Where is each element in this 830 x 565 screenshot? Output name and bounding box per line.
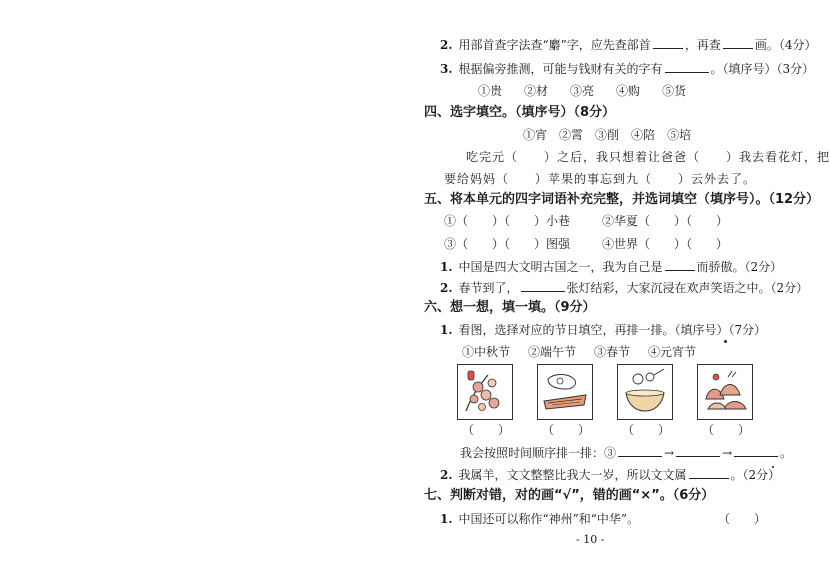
picture-lanterns — [457, 364, 513, 420]
tangyuan-bowl-illustration — [618, 365, 672, 419]
sec5-q1-blank[interactable] — [665, 258, 695, 271]
q3-text: 根据偏旁推测，可能与钱财有关的字有 — [458, 62, 663, 76]
q3-option: ②材 — [524, 84, 549, 98]
answer-paren-3[interactable]: （ ） — [622, 423, 671, 437]
picture-zongzi — [537, 364, 593, 420]
speck-mark — [772, 466, 774, 468]
q2-text-a: 用部首查字法查“麝”字，应先查部首 — [458, 38, 651, 52]
arrow-icon: → — [722, 446, 733, 460]
dot-mark — [724, 340, 727, 343]
sec4-option: ⑤培 — [667, 128, 692, 142]
q3-line — [440, 60, 814, 77]
sec5-q1-number: 1. — [440, 260, 453, 274]
sec5-q2-number: 2. — [440, 281, 453, 295]
picture-tangyuan — [617, 364, 673, 420]
sec5-row1-item2: ②华夏（ ）（ ） — [602, 214, 729, 228]
q2-line — [440, 36, 816, 53]
sec7-q1-line — [440, 511, 639, 527]
sec6-q2-line — [440, 466, 780, 483]
festival-options — [462, 344, 696, 360]
section-6-title: 六、想一想，填一填。（9分） — [424, 300, 596, 315]
sec5-q2-blank[interactable] — [521, 279, 565, 292]
q2-text-c: 画。（4分） — [754, 38, 817, 52]
festival-option: ③春节 — [594, 345, 631, 359]
q2-blank-radical[interactable] — [653, 36, 683, 49]
sec6-q2-text-b: 。（2分） — [730, 468, 781, 482]
sec7-q1-paren[interactable]: （ ） — [718, 512, 767, 526]
q2-number: 2. — [440, 38, 453, 52]
sec4-option: ②霄 — [559, 128, 584, 142]
q2-text-b: ，再查 — [684, 38, 721, 52]
answer-paren-2[interactable]: （ ） — [542, 423, 591, 437]
q3-blank[interactable] — [665, 60, 709, 73]
zongzi-boat-illustration — [538, 365, 592, 419]
sec4-option: ③削 — [595, 128, 620, 142]
sec4-option: ①宵 — [523, 128, 548, 142]
order-end: 。 — [780, 446, 793, 460]
section-5-title: 五、将本单元的四字词语补充完整，并选词填空（填序号）。（12分） — [424, 192, 820, 207]
q3-options — [478, 83, 686, 99]
sec6-q1-number: 1. — [440, 323, 453, 337]
order-blank-1[interactable] — [618, 444, 662, 457]
arrow-icon: → — [664, 446, 675, 460]
sec5-q2-text-b: 张灯结彩，大家沉浸在欢声笑语之中。（2分） — [566, 281, 809, 295]
sec5-q2-line — [440, 279, 808, 296]
sec4-options — [523, 127, 691, 143]
page-number: - 10 - — [576, 533, 605, 546]
sec4-option: ④陪 — [631, 128, 656, 142]
sec5-q1-text-b: 而骄傲。（2分） — [696, 260, 783, 274]
order-line — [460, 444, 792, 461]
answer-paren-4[interactable]: （ ） — [702, 423, 751, 437]
q3-number: 3. — [440, 62, 453, 76]
sec5-q1-line — [440, 258, 782, 275]
picture-dumplings — [697, 364, 753, 420]
q3-option: ⑤货 — [662, 84, 687, 98]
festival-option: ①中秋节 — [462, 345, 511, 359]
order-text: 我会按照时间顺序排一排：③ — [460, 446, 617, 460]
order-blank-2[interactable] — [676, 444, 720, 457]
festival-option: ④元宵节 — [648, 345, 697, 359]
sec6-q1-text: 看图，选择对应的节日填空，再排一排。（填序号）（7分） — [458, 323, 767, 337]
lantern-flower-illustration — [458, 365, 512, 419]
sec5-row1-item1: ①（ ）（ ）小巷 — [444, 214, 571, 228]
sec5-row2-item1: ③（ ）（ ）图强 — [444, 237, 571, 251]
sec6-q1-line — [440, 322, 766, 338]
order-blank-3[interactable] — [734, 444, 778, 457]
sec6-q2-number: 2. — [440, 468, 453, 482]
sec5-q1-text-a: 中国是四大文明古国之一，我为自己是 — [458, 260, 663, 274]
festival-option: ②端午节 — [528, 345, 577, 359]
q3-option: ④购 — [616, 84, 641, 98]
sec4-line1: 吃完元（ ）之后，我只想着让爸爸（ ）我去看花灯，把 — [466, 150, 830, 164]
sec6-q2-blank[interactable] — [689, 466, 729, 479]
q3-tail: 。（填序号）（3分） — [710, 62, 815, 76]
q2-blank-strokes[interactable] — [723, 36, 753, 49]
q3-option: ③亮 — [570, 84, 595, 98]
sec5-q2-text-a: 春节到了， — [458, 281, 519, 295]
sec6-q2-text-a: 我属羊，文文整整比我大一岁，所以文文属 — [458, 468, 687, 482]
sec7-q1-number: 1. — [440, 512, 453, 526]
dumplings-illustration — [698, 365, 752, 419]
q3-option: ①贵 — [478, 84, 503, 98]
answer-paren-1[interactable]: （ ） — [462, 423, 511, 437]
section-7-title: 七、判断对错，对的画“√”，错的画“×”。（6分） — [424, 488, 715, 503]
section-4-title: 四、选字填空。（填序号）（8分） — [424, 105, 616, 120]
sec7-q1-text: 中国还可以称作“神州”和“中华”。 — [458, 512, 640, 526]
sec4-line2: 要给妈妈（ ）苹果的事忘到九（ ）云外去了。 — [444, 172, 757, 186]
sec5-row2-item2: ④世界（ ）（ ） — [602, 237, 729, 251]
